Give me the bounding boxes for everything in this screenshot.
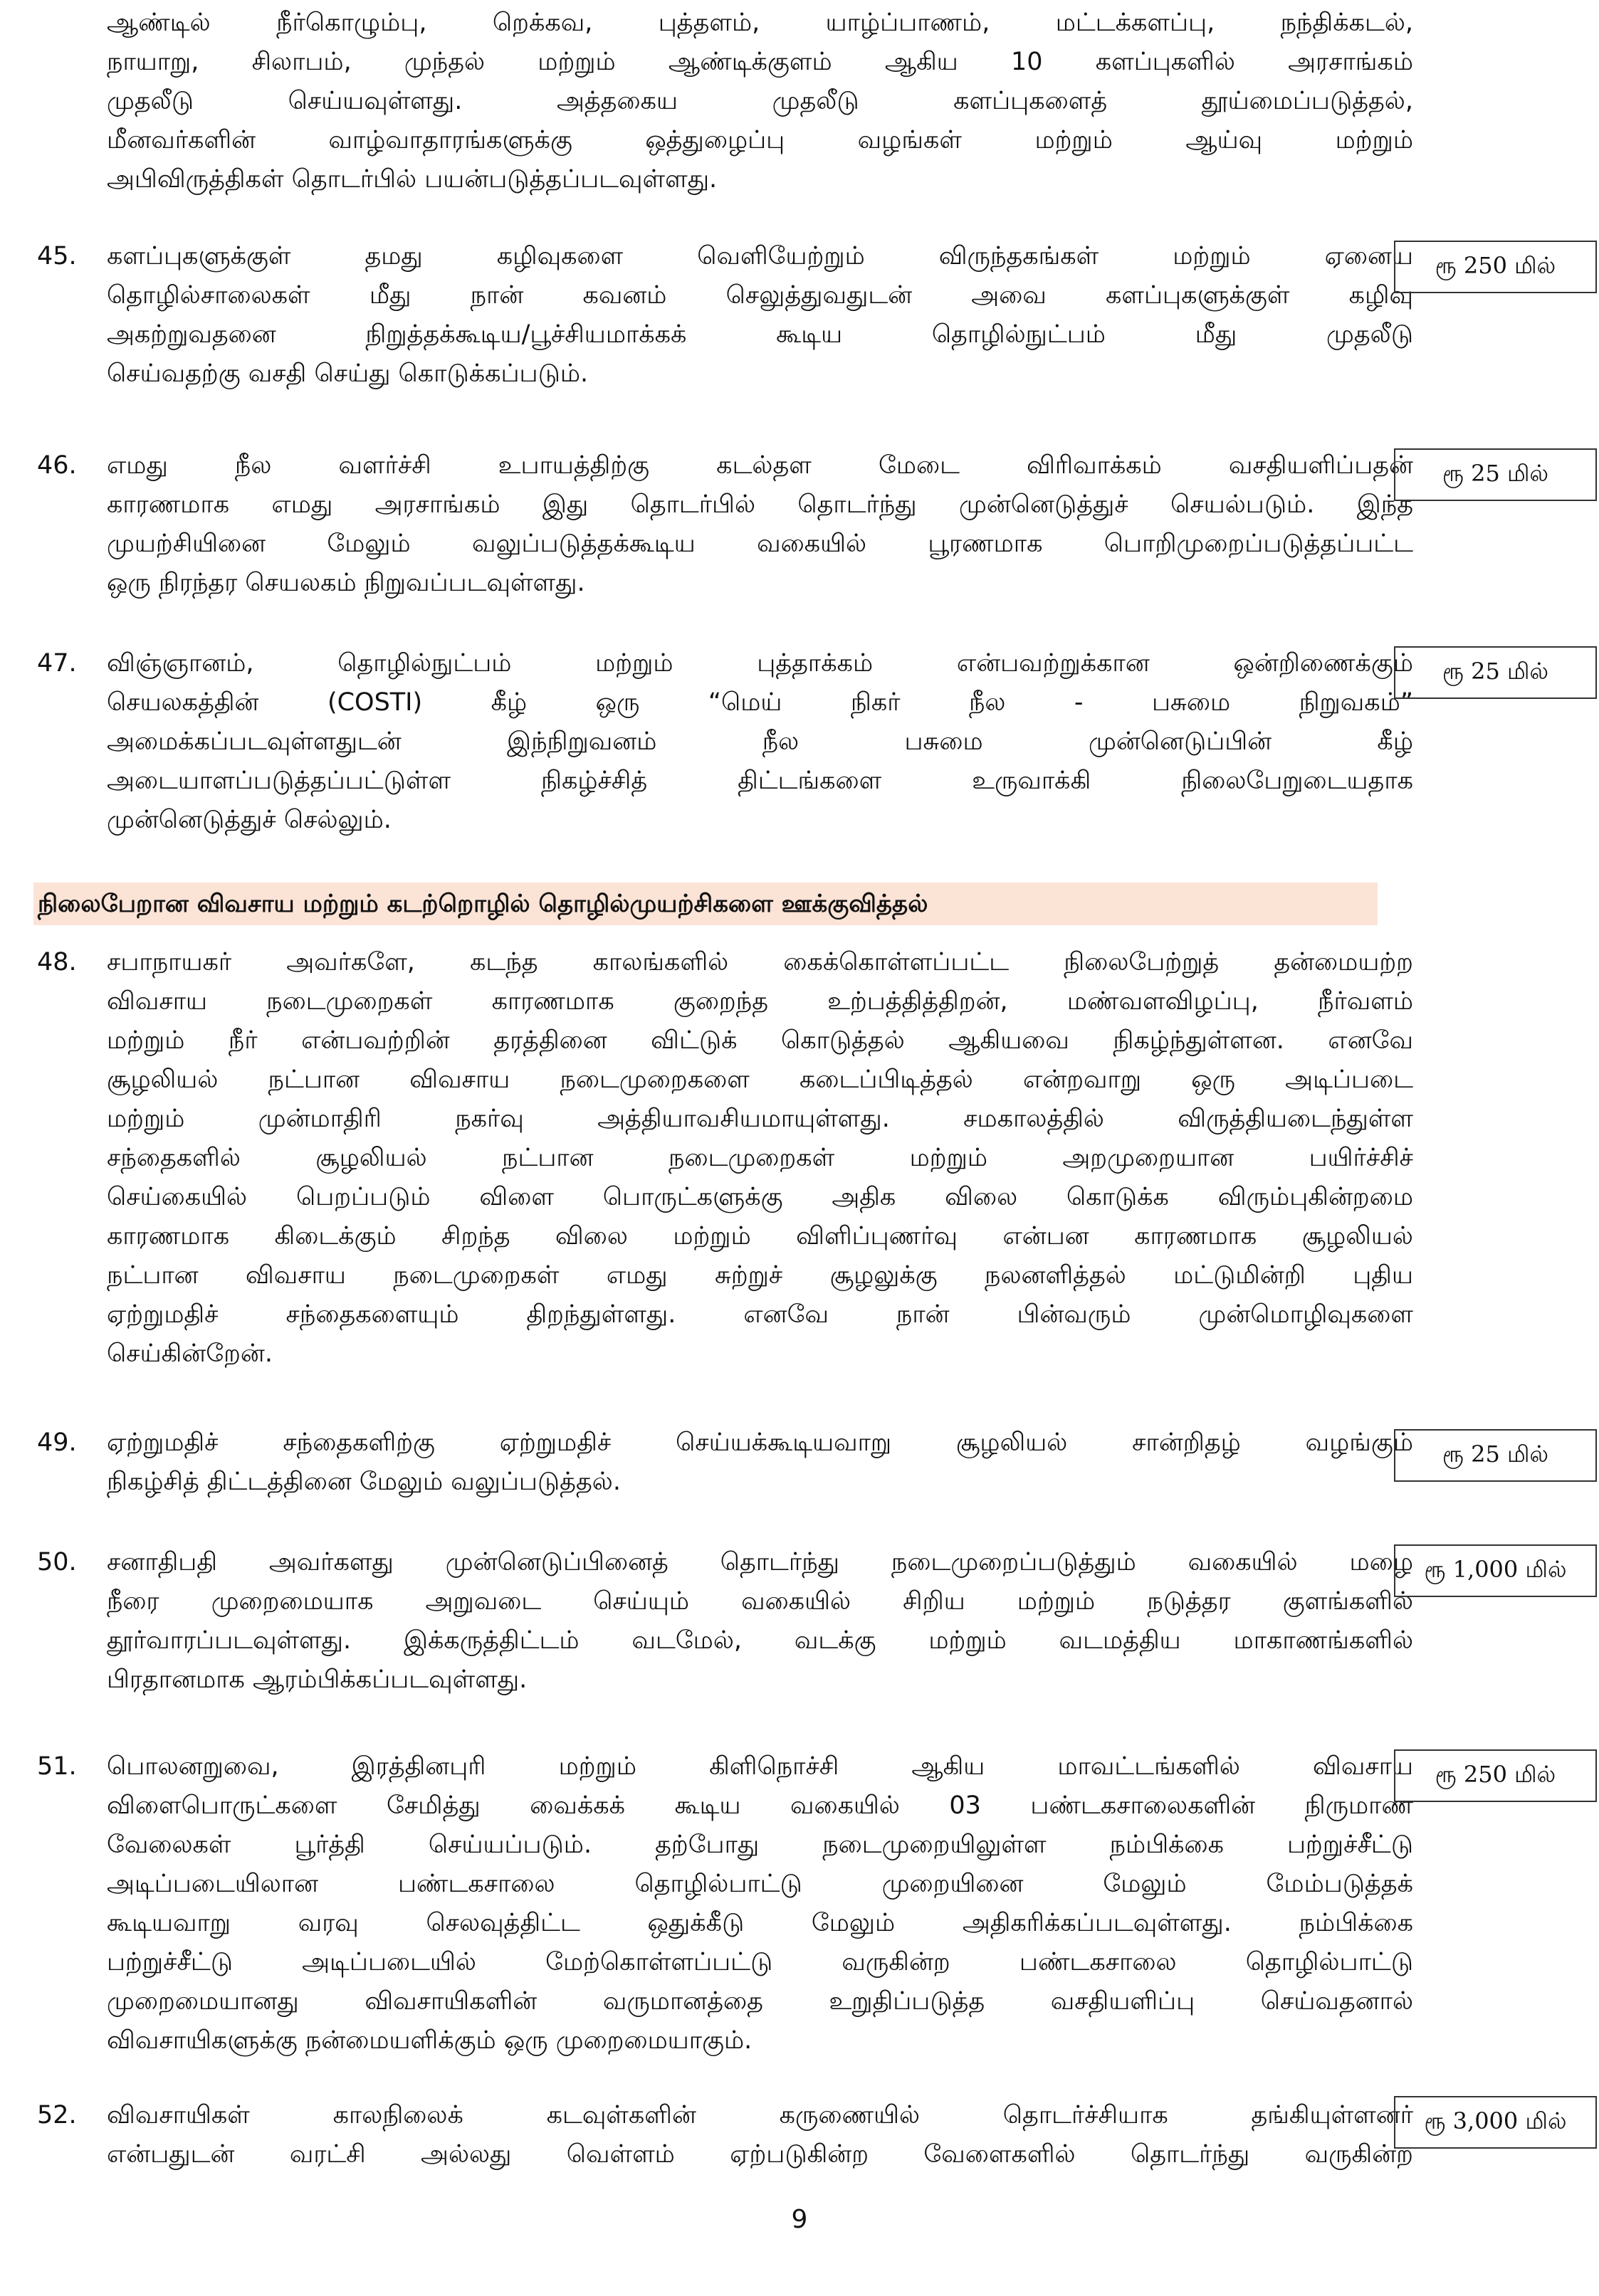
text-line: ஆண்டில் நீர்கொழும்பு, றெக்கவ, புத்தளம், யாழ்ப்பாணம், மட்டக்களப்பு, நந்திக்கடல்,	[107, 9, 1413, 37]
text-line: களப்புகளுக்குள் தமது கழிவுகளை வெளியேற்றும் விருந்தகங்கள் மற்றும் ஏனைய	[107, 242, 1413, 270]
allocation-amount-51: ரூ 250 மில்	[1394, 1749, 1597, 1802]
section-heading: நிலைபேறான விவசாய மற்றும் கடற்றொழில் தொழில்முயற்சிகளை ஊக்குவித்தல்	[33, 883, 1378, 925]
allocation-amount-46: ரூ 25 மில்	[1394, 448, 1597, 501]
text-line: மற்றும் நீர் என்பவற்றின் தரத்தினை விட்டுக் கொடுத்தல் ஆகியவை நிகழ்ந்துள்ளன. எனவே	[107, 1026, 1413, 1055]
text-line: செய்கின்றேன்.	[107, 1339, 273, 1368]
text-line: ஏற்றுமதிச் சந்தைகளையும் திறந்துள்ளது. எனவே நான் பின்வரும் முன்மொழிவுகளை	[107, 1300, 1413, 1329]
text-line: விவசாயிகளுக்கு நன்மையளிக்கும் ஒரு முறைமையாகும்.	[107, 2026, 753, 2055]
paragraph-number: 48.	[37, 948, 77, 976]
text-line: பற்றுச்சீட்டு அடிப்படையில் மேற்கொள்ளப்பட்டு வருகின்ற பண்டகசாலை தொழில்பாட்டு	[107, 1948, 1413, 1976]
text-line: விவசாயிகள் காலநிலைக் கடவுள்களின் கருணையில் தொடர்ச்சியாக தங்கியுள்ளனர்	[107, 2101, 1413, 2129]
page-number: 9	[791, 2205, 808, 2234]
text-line: சூழலியல் நட்பான விவசாய நடைமுறைகளை கடைப்பிடித்தல் என்றவாறு ஒரு அடிப்படை	[107, 1065, 1413, 1094]
text-line: மீனவர்களின் வாழ்வாதாரங்களுக்கு ஒத்துழைப்பு வழங்கள் மற்றும் ஆய்வு மற்றும்	[107, 126, 1413, 154]
text-line: செய்வதற்கு வசதி செய்து கொடுக்கப்படும்.	[107, 359, 589, 388]
text-line: விவசாய நடைமுறைகள் காரணமாக குறைந்த உற்பத்தித்திறன், மண்வளவிழப்பு, நீர்வளம்	[107, 987, 1413, 1016]
text-line: செயலகத்தின் (COSTI) கீழ் ஒரு “மெய் நிகர் நீல - பசுமை நிறுவகம்”	[107, 688, 1413, 717]
text-line: வேலைகள் பூர்த்தி செய்யப்படும். தற்போது நடைமுறையிலுள்ள நம்பிக்கை பற்றுச்சீட்டு	[107, 1831, 1413, 1859]
text-line: அடிப்படையிலான பண்டகசாலை தொழில்பாட்டு முறையினை மேலும் மேம்படுத்தக்	[107, 1870, 1413, 1898]
text-line: தூர்வாரப்படவுள்ளது. இக்கருத்திட்டம் வடமேல், வடக்கு மற்றும் வடமத்திய மாகாணங்களில்	[107, 1626, 1414, 1655]
text-line: பொலனறுவை, இரத்தினபுரி மற்றும் கிளிநொச்சி ஆகிய மாவட்டங்களில் விவசாய	[107, 1752, 1413, 1781]
paragraph-number: 49.	[37, 1428, 77, 1457]
text-line: அபிவிருத்திகள் தொடர்பில் பயன்படுத்தப்படவுள்ளது.	[107, 165, 718, 194]
text-line: முதலீடு செய்யவுள்ளது. அத்தகைய முதலீடு களப்புகளைத் தூய்மைப்படுத்தல்,	[107, 87, 1413, 115]
paragraph-number: 50.	[37, 1548, 77, 1576]
text-line: நிகழ்சித் திட்டத்தினை மேலும் வலுப்படுத்தல்.	[107, 1468, 621, 1496]
text-line: என்பதுடன் வரட்சி அல்லது வெள்ளம் ஏற்படுகின்ற வேளைகளில் தொடர்ந்து வருகின்ற	[107, 2140, 1413, 2169]
text-line: சந்தைகளில் சூழலியல் நட்பான நடைமுறைகள் மற்றும் அறமுறையான பயிர்ச்சிச்	[107, 1144, 1413, 1172]
paragraph-number: 52.	[37, 2101, 77, 2129]
text-line: காரணமாக எமது அரசாங்கம் இது தொடர்பில் தொடர்ந்து முன்னெடுத்துச் செயல்படும். இந்த	[107, 490, 1413, 519]
allocation-amount-52: ரூ 3,000 மில்	[1394, 2096, 1597, 2149]
text-line: விளைபொருட்களை சேமித்து வைக்கக் கூடிய வகையில் 03 பண்டகசாலைகளின் நிருமாண	[107, 1791, 1413, 1820]
text-line: அடையாளப்படுத்தப்பட்டுள்ள நிகழ்ச்சித் திட்டங்களை உருவாக்கி நிலைபேறுடையதாக	[107, 767, 1413, 795]
text-line: நாயாறு, சிலாபம், முந்தல் மற்றும் ஆண்டிக்குளம் ஆகிய 10 களப்புகளில் அரசாங்கம்	[107, 48, 1413, 76]
text-line: பிரதானமாக ஆரம்பிக்கப்படவுள்ளது.	[107, 1665, 528, 1694]
allocation-amount-45: ரூ 250 மில்	[1394, 241, 1597, 293]
text-line: சனாதிபதி அவர்களது முன்னெடுப்பினைத் தொடர்ந்து நடைமுறைப்படுத்தும் வகையில் மழை	[107, 1548, 1413, 1576]
allocation-amount-49: ரூ 25 மில்	[1394, 1429, 1597, 1482]
text-line: நீரை முறைமையாக அறுவடை செய்யும் வகையில் சிறிய மற்றும் நடுத்தர குளங்களில்	[107, 1587, 1413, 1616]
text-line: முயற்சியினை மேலும் வலுப்படுத்தக்கூடிய வகையில் பூரணமாக பொறிமுறைப்படுத்தப்பட்ட	[107, 530, 1413, 558]
paragraph-number: 46.	[37, 451, 77, 480]
paragraph-number: 51.	[37, 1752, 77, 1781]
text-line: விஞ்ஞானம், தொழில்நுட்பம் மற்றும் புத்தாக்கம் என்பவற்றுக்கான ஒன்றிணைக்கும்	[107, 649, 1413, 678]
text-line: முறைமையானது விவசாயிகளின் வருமானத்தை உறுதிப்படுத்த வசதியளிப்பு செய்வதனால்	[107, 1987, 1413, 2016]
text-line: அமைக்கப்படவுள்ளதுடன் இந்நிறுவனம் நீல பசுமை முன்னெடுப்பின் கீழ்	[107, 727, 1413, 756]
text-line: நட்பான விவசாய நடைமுறைகள் எமது சுற்றுச் சூழலுக்கு நலனளித்தல் மட்டுமின்றி புதிய	[107, 1261, 1413, 1290]
text-line: செய்கையில் பெறப்படும் விளை பொருட்களுக்கு அதிக விலை கொடுக்க விரும்புகின்றமை	[107, 1183, 1413, 1211]
text-line: தொழில்சாலைகள் மீது நான் கவனம் செலுத்துவதுடன் அவை களப்புகளுக்குள் கழிவு	[107, 281, 1413, 310]
allocation-amount-50: ரூ 1,000 மில்	[1394, 1544, 1597, 1597]
text-line: அகற்றுவதனை நிறுத்தக்கூடிய/பூச்சியமாக்கக் கூடிய தொழில்நுட்பம் மீது முதலீடு	[107, 320, 1413, 349]
text-line: மற்றும் முன்மாதிரி நகர்வு அத்தியாவசியமாயுள்ளது. சமகாலத்தில் விருத்தியடைந்துள்ள	[107, 1105, 1413, 1133]
text-line: ஒரு நிரந்தர செயலகம் நிறுவப்படவுள்ளது.	[107, 569, 585, 597]
text-line: முன்னெடுத்துச் செல்லும்.	[107, 806, 392, 834]
paragraph-number: 47.	[37, 649, 77, 678]
text-line: சபாநாயகர் அவர்களே, கடந்த காலங்களில் கைக்கொள்ளப்பட்ட நிலைபேற்றுத் தன்மையற்ற	[107, 948, 1413, 976]
text-line: காரணமாக கிடைக்கும் சிறந்த விலை மற்றும் விளிப்புணர்வு என்பன காரணமாக சூழலியல்	[107, 1222, 1413, 1250]
paragraph-number: 45.	[37, 242, 77, 270]
text-line: கூடியவாறு வரவு செலவுத்திட்ட ஒதுக்கீடு மேலும் அதிகரிக்கப்படவுள்ளது. நம்பிக்கை	[107, 1909, 1413, 1937]
text-line: எமது நீல வளர்ச்சி உபாயத்திற்கு கடல்தள மேடை விரிவாக்கம் வசதியளிப்பதன்	[107, 451, 1413, 480]
allocation-amount-47: ரூ 25 மில்	[1394, 646, 1597, 699]
text-line: ஏற்றுமதிச் சந்தைகளிற்கு ஏற்றுமதிச் செய்யக்கூடியவாறு சூழலியல் சான்றிதழ் வழங்கும்	[107, 1428, 1413, 1457]
